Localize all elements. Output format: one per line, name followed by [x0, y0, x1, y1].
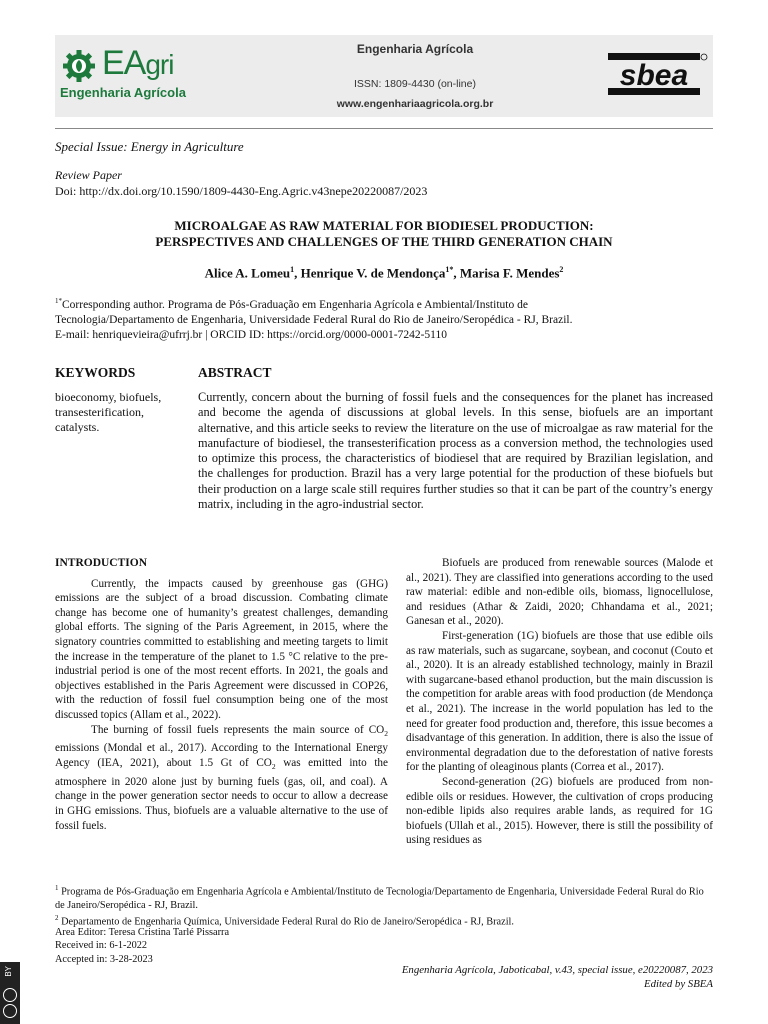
sbea-wordmark: sbea: [619, 59, 689, 92]
citation-line-1: Engenharia Agrícola, Jaboticabal, v.43, special issue, e20220087, 2023: [401, 964, 713, 976]
author-2: Henrique V. de Mendonça: [300, 265, 446, 281]
received-date: Received in: 6-1-2022: [55, 940, 148, 952]
paper-title: [55, 218, 713, 250]
editorial-meta: [55, 926, 229, 966]
citation-line-2: Edited by SBEA: [644, 978, 713, 990]
citation-footer: [402, 963, 713, 991]
corr-email[interactable]: E-mail: henriquevieira@ufrrj.br | ORCID ID: https://orcid.org/0000-0001-7242-5110: [55, 328, 447, 341]
author-2-affil: 1*: [445, 265, 454, 274]
author-3: Marisa F. Mendes: [459, 265, 560, 281]
right-paragraph-1: Biofuels are produced from renewable sources (Malode et al., 2021). They are classified into generations according to the used raw material: edible and non-edible oils, biomass, lignocellulose, and residues (Athar & Zaidi, 2020; Chhandama et al., 2021; Ganesan et al., 2020).: [406, 557, 713, 628]
author-1-affil: 1: [290, 265, 295, 274]
person-icon: [3, 988, 17, 1002]
abstract-text: Currently, concern about the burning of fossil fuels and the consequences for the planet has increased and become the agenda of discussions at global levels. In this sense, biofuels are an important alternative, and this article seeks to review the literature on the use of microalgae as raw material for the manufacture of biodiesel, the transesterification process as a conversion method, the technologies used to optimize this process, the characteristics of biodiesel that are required by Brazilian legislation, and the challenges for production. Brazil has a very large potential for the production of these biofuels but their production on a large scale still requires further studies so that it can be part of the country’s energy matrix, including in the agro-industrial sector.: [198, 390, 713, 512]
author-3-affil: 2: [559, 265, 564, 274]
footnote-1-marker: 1: [55, 884, 59, 892]
sbea-logo: [608, 53, 708, 95]
journal-url[interactable]: www.engenhariaagricola.org.br: [336, 98, 494, 110]
author-sep: ,: [294, 265, 301, 281]
right-column: [406, 556, 713, 848]
co2-subscript: 2: [384, 728, 388, 738]
cc-by-label: BY: [4, 966, 13, 977]
intro-p2-part: emissions (Mondal et al., 2017). According to the International Energy Agency (IEA, 2021), about 1.5 Gt of CO: [55, 742, 388, 769]
special-issue-label: Special Issue: Energy in Agriculture: [55, 139, 244, 154]
footnote-1-text: Programa de Pós-Graduação em Engenharia Agrícola e Ambiental/Instituto de Tecnologia/Departamento de Engenharia, Universidade Federal Rural do Rio de Janeiro/Seropédica - RJ, Brazil.: [55, 886, 704, 911]
corr-line-2: Tecnologia/Departamento de Engenharia, Universidade Federal Rural do Rio de Janeiro/Seropédica - RJ, Brazil.: [55, 313, 573, 326]
footnotes: [55, 882, 713, 929]
accepted-date: Accepted in: 3-28-2023: [55, 953, 153, 965]
intro-p2-part: was emitted into the atmosphere in 2020 alone just by burning fuels (gas, oil, and coal). A change in the power generation sector needs to occur to allow a decrease in GHG emissions. Thus, biofuels are a valuable alternative to the use of fossil fuels.: [55, 756, 388, 832]
footnote-2-text: Departamento de Engenharia Química, Universidade Federal Rural do Rio de Janeiro/Seropédica - RJ, Brazil.: [58, 916, 514, 928]
logo-agri: gri: [145, 49, 174, 80]
area-editor: Area Editor: Teresa Cristina Tarlé Pissarra: [55, 927, 230, 938]
paper-type: Review Paper: [55, 168, 122, 182]
author-list: [55, 265, 713, 281]
header-divider: [55, 128, 713, 129]
logo-subtitle: Engenharia Agrícola: [60, 85, 186, 100]
title-line-1: MICROALGAE AS RAW MATERIAL FOR BIODIESEL PRODUCTION:: [174, 218, 594, 233]
corr-sup: 1*: [55, 297, 62, 305]
abstract-heading: ABSTRACT: [198, 365, 272, 380]
corresponding-author: [55, 294, 713, 343]
intro-p2-part: The burning of fossil fuels represents the main source of CO: [91, 723, 385, 736]
logo-ea: EA: [102, 44, 146, 82]
right-paragraph-2: First-generation (1G) biofuels are those that use edible oils as raw materials, such as sugarcane, soybean, and coconut (Couto et al., 2020). It is an already established technology, mainly in Brazil with sugarcane-based ethanol production, but the main discussion is the competition for arable areas with food production (de Mendonça et al., 2021). The increase in the world population has led to the need for greater food production and, therefore, this issue becomes a disadvantage of this generation. In addition, there is also the issue of environmental degradation due to the deforestation of native forests for the planting of oleaginous plants (Correa et al., 2017).: [406, 629, 713, 774]
footnote-1: [55, 882, 713, 912]
eagri-logo: [60, 43, 210, 103]
creative-commons-badge[interactable]: [0, 962, 20, 1024]
author-1: Alice A. Lomeu: [204, 265, 291, 281]
gear-icon: [62, 49, 96, 83]
creative-commons-icon: [3, 1004, 17, 1018]
introduction-heading: INTRODUCTION: [55, 557, 148, 569]
right-paragraph-3: Second-generation (2G) biofuels are produced from non-edible oils or residues. However, the cultivation of crops producing non-edible lipids also requires arable lands, as required for 1G biofuels (Ullah et al., 2015). However, there is still the possibility of using residues as: [406, 775, 713, 847]
footnote-2-marker: 2: [55, 914, 59, 923]
title-line-2: PERSPECTIVES AND CHALLENGES OF THE THIRD GENERATION CHAIN: [155, 234, 613, 249]
logo-wordmark: [102, 43, 173, 85]
keywords-heading: KEYWORDS: [55, 365, 136, 380]
doi-link[interactable]: Doi: http://dx.doi.org/10.1590/1809-4430-Eng.Agric.v43nepe20220087/2023: [55, 184, 428, 198]
journal-header: [55, 35, 713, 117]
introduction-column: [55, 556, 388, 833]
intro-paragraph-1: Currently, the impacts caused by greenhouse gas (GHG) emissions are the subject of a broad discussion. Combating climate change has become one of humanity’s greatest challenges, demanding global efforts. The signing of the Paris Agreement, in 2015, where the signatory countries committed to establishing and meeting targets to limit the increase in the temperature of the planet to 1.5 °C relative to the pre-industrial period is one of the most recent efforts. In 2021, the goals and objectives established in the Paris Agreement were discussed in COP26, with the reduction of fossil fuel consumption being one of the most discussed topics (Allam et al., 2022).: [55, 577, 388, 721]
author-sep: ,: [453, 265, 460, 281]
keywords-text: bioeconomy, biofuels, transesterification, catalysts.: [55, 390, 162, 434]
journal-name: Engenharia Agrícola: [356, 42, 474, 56]
corr-line-1: Corresponding author. Programa de Pós-Graduação em Engenharia Agrícola e Ambiental/Instituto de: [62, 298, 528, 311]
intro-paragraph-2: [55, 723, 388, 834]
journal-issn: ISSN: 1809-4430 (on-line): [354, 78, 476, 90]
co2-subscript: 2: [271, 762, 276, 772]
